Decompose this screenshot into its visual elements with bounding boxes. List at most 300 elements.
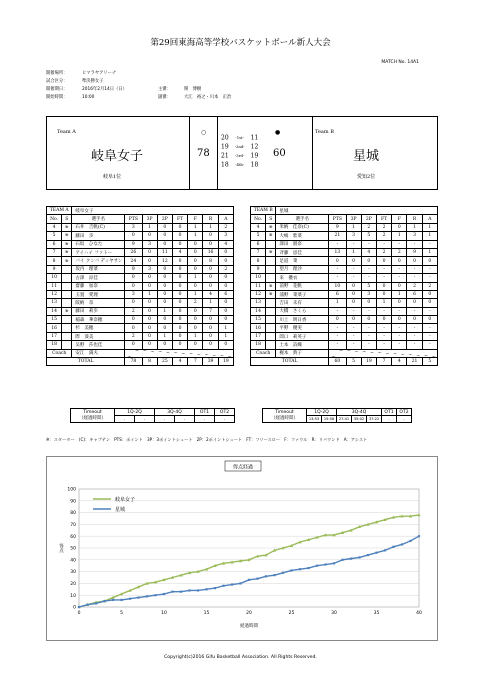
player-cell: 2 [125, 307, 142, 315]
data-point [299, 568, 301, 570]
player-cell: ※ [266, 248, 276, 256]
y-tick-label: 80 [70, 511, 76, 517]
win-mark: ○ [201, 129, 207, 136]
player-cell: - [329, 274, 346, 282]
data-point [324, 563, 326, 565]
team-b-label: Team B [315, 129, 334, 135]
box-team-name: 岐阜女子 [72, 207, 234, 215]
player-cell: 0 [376, 282, 391, 290]
player-cell: - [346, 265, 361, 273]
data-point [197, 589, 199, 591]
player-cell: 坂内 理菜 [72, 265, 125, 273]
player-cell: 7 [203, 307, 218, 315]
player-cell [62, 332, 72, 340]
player-row [251, 307, 438, 315]
player-cell: 0 [329, 316, 346, 324]
player-cell: 0 [218, 307, 233, 315]
copyright: Copyright(c)2016 Gifu Basketball Association. All Rights Reserved. [164, 655, 317, 660]
player-cell: 17 [251, 332, 266, 340]
x-tick-label: 20 [246, 611, 252, 616]
player-cell: 0 [157, 316, 172, 324]
umps-label: 副審： [158, 95, 171, 100]
player-cell: 1 [346, 248, 361, 256]
player-cell: 4 [218, 240, 233, 248]
player-cell: - [407, 265, 422, 273]
player-cell: 1 [188, 274, 203, 282]
box-header: A [218, 215, 233, 223]
player-cell: 11 [47, 282, 62, 290]
player-cell: 0 [203, 316, 218, 324]
total-label: TOTAL [251, 358, 329, 366]
player-cell: 0 [157, 223, 172, 231]
player-cell: 7 [47, 248, 62, 256]
player-row [47, 290, 234, 298]
player-cell: - [346, 324, 361, 332]
player-cell: ※ [62, 257, 72, 265]
player-cell: 0 [346, 316, 361, 324]
player-cell: 0 [407, 257, 422, 265]
player-cell: 0 [346, 290, 361, 298]
player-row [47, 257, 234, 265]
player-cell: 0 [172, 341, 187, 349]
player-row [47, 282, 234, 290]
player-cell: - [407, 324, 422, 332]
y-tick-label: 30 [70, 570, 76, 576]
player-cell: 0 [392, 299, 407, 307]
player-cell: 3 [142, 240, 157, 248]
page-title: 第29回東海高等学校バスケットボール新人大会 [150, 38, 331, 48]
y-tick-label: 10 [70, 593, 76, 599]
player-cell: 10 [47, 274, 62, 282]
player-cell: 1 [142, 223, 157, 231]
player-cell: 6 [47, 240, 62, 248]
data-point [95, 602, 97, 604]
player-cell: 間口 莉英子 [276, 332, 329, 340]
player-cell: 0 [203, 232, 218, 240]
player-cell: 2 [188, 299, 203, 307]
data-point [358, 556, 360, 558]
player-cell: 0 [188, 282, 203, 290]
player-cell: - [361, 265, 376, 273]
player-cell: - [329, 240, 346, 248]
player-cell: ※ [62, 240, 72, 248]
player-row [47, 274, 234, 282]
player-row [251, 223, 438, 231]
data-point [307, 567, 309, 569]
player-cell: - [376, 324, 391, 332]
player-cell: 0 [329, 257, 346, 265]
box-header: R [407, 215, 422, 223]
data-point [248, 579, 250, 581]
x-tick-label: 10 [161, 611, 167, 616]
player-cell: 1 [157, 307, 172, 315]
data-point [222, 585, 224, 587]
player-cell: - [392, 332, 407, 340]
player-cell [62, 324, 72, 332]
date-label: 開催期日： [46, 87, 68, 92]
player-row [47, 240, 234, 248]
player-cell: 0 [142, 274, 157, 282]
player-cell: 26 [125, 248, 142, 256]
player-cell: 4 [251, 223, 266, 231]
box-header: No. [47, 215, 62, 223]
box-header: No. [251, 215, 266, 223]
data-point [231, 583, 233, 585]
player-cell: 0 [392, 257, 407, 265]
player-cell: 16 [47, 324, 62, 332]
player-cell: 7 [251, 248, 266, 256]
player-cell: 0 [218, 316, 233, 324]
player-cell: 1 [407, 223, 422, 231]
player-cell: - [407, 240, 422, 248]
player-row [251, 232, 438, 240]
player-cell: 0 [142, 307, 157, 315]
data-point [384, 549, 386, 551]
player-cell: ※ [62, 248, 72, 256]
player-cell [62, 299, 72, 307]
player-cell: 土本 詩織 [276, 341, 329, 349]
player-cell: - [329, 265, 346, 273]
player-cell: 0 [422, 257, 437, 265]
timeout-value: - [215, 416, 235, 423]
timeout-value: - [382, 416, 397, 423]
player-cell: 1 [422, 248, 437, 256]
player-cell: 6 [407, 290, 422, 298]
player-row [47, 316, 234, 324]
player-cell: 0 [218, 257, 233, 265]
player-cell: 9 [407, 248, 422, 256]
player-cell: - [422, 240, 437, 248]
player-cell: 来 優衣 [276, 274, 329, 282]
player-cell: 0 [188, 240, 203, 248]
player-cell: - [392, 341, 407, 349]
player-cell: 3 [125, 223, 142, 231]
data-point [214, 587, 216, 589]
x-tick-label: 5 [120, 611, 123, 616]
y-axis-label: 得点 [58, 543, 64, 553]
player-row [251, 332, 438, 340]
player-cell: - [361, 307, 376, 315]
time: 10:00 [82, 95, 95, 100]
player-cell: 10 [251, 274, 266, 282]
data-point [163, 593, 165, 595]
player-cell: 9 [251, 265, 266, 273]
data-point [78, 606, 80, 608]
player-cell: - [392, 274, 407, 282]
player-cell: 0 [188, 316, 203, 324]
player-cell: ※ [62, 232, 72, 240]
player-cell: - [422, 265, 437, 273]
player-cell: 10 [329, 282, 346, 290]
team-b-name: 星城 [353, 149, 380, 164]
player-cell: 1 [188, 232, 203, 240]
player-cell: 8 [47, 257, 62, 265]
x-tick-label: 40 [416, 611, 422, 616]
player-cell: 0 [142, 257, 157, 265]
data-point [290, 569, 292, 571]
player-cell: 6 [251, 240, 266, 248]
player-cell: 0 [392, 223, 407, 231]
player-row [251, 299, 438, 307]
box-header: 選手名 [72, 215, 125, 223]
data-point [401, 543, 403, 545]
timeout-value: 35:02 [352, 416, 367, 423]
box-header: FT [376, 215, 391, 223]
player-cell: 0 [172, 257, 187, 265]
player-cell: 24 [125, 257, 142, 265]
player-cell: 0 [218, 248, 233, 256]
player-cell: 9 [47, 265, 62, 273]
timeout-value: 27:41 [337, 416, 352, 423]
player-cell: - [407, 307, 422, 315]
player-cell: 藤田 歩 [72, 232, 125, 240]
timeout-value: 37:22 [367, 416, 382, 423]
player-cell: 玉置 愛理 [72, 290, 125, 298]
player-cell: 0 [125, 232, 142, 240]
timeout-value: - [115, 416, 135, 423]
player-cell [266, 265, 276, 273]
player-cell: 12 [157, 257, 172, 265]
player-cell [266, 324, 276, 332]
timeout-value: - [155, 416, 175, 423]
timeout-value: - [195, 416, 215, 423]
player-cell: 1 [392, 232, 407, 240]
player-cell: - [346, 341, 361, 349]
player-cell: 0 [142, 232, 157, 240]
player-cell: - [376, 341, 391, 349]
player-cell: 1 [376, 299, 391, 307]
player-row [47, 223, 234, 231]
player-cell: 3 [346, 232, 361, 240]
player-cell [62, 265, 72, 273]
player-row [47, 265, 234, 273]
player-cell: ※ [62, 223, 72, 231]
total-cell: 19 [361, 358, 376, 366]
timeout-header: 1Q-2Q [115, 409, 155, 416]
player-cell: 稲森 華奈穂 [72, 316, 125, 324]
player-cell: 澤田 朋奈 [276, 240, 329, 248]
total-cell: 4 [392, 358, 407, 366]
player-cell: 18 [251, 341, 266, 349]
box-header: S [62, 215, 72, 223]
player-cell: 0 [157, 341, 172, 349]
coach-name: 梶本 典子 [276, 349, 329, 357]
player-cell: 2 [392, 248, 407, 256]
box-team-label: TEAM A [47, 207, 72, 215]
player-cell: 0 [142, 324, 157, 332]
player-cell: 0 [422, 299, 437, 307]
scoreboard [46, 116, 438, 190]
team-b-box-score [250, 206, 438, 366]
player-cell: 0 [376, 290, 391, 298]
timeout-value: 15:58 [322, 416, 337, 423]
player-row [251, 282, 438, 290]
player-cell: アイハイ ファトー [72, 248, 125, 256]
player-cell: 4 [203, 290, 218, 298]
player-cell: - [422, 274, 437, 282]
player-cell: 0 [157, 282, 172, 290]
venue-label: 開催場所： [46, 71, 68, 76]
player-cell: 0 [203, 332, 218, 340]
team-b-total: 60 [273, 148, 286, 159]
player-cell: 前野 花帆 [276, 282, 329, 290]
y-tick-label: 60 [70, 534, 76, 540]
player-cell: 1 [218, 324, 233, 332]
player-cell: 1 [329, 299, 346, 307]
player-cell: 0 [142, 299, 157, 307]
player-cell: 0 [188, 265, 203, 273]
officials-info [158, 86, 231, 102]
player-cell: 13 [251, 299, 266, 307]
venue: ヒマラヤアリーナ [82, 71, 117, 76]
player-cell: 大嶋 紫菜 [276, 232, 329, 240]
timeout-header: 3Q-4Q [155, 409, 195, 416]
player-cell: 1 [422, 223, 437, 231]
player-cell: 0 [407, 316, 422, 324]
player-cell: 0 [203, 324, 218, 332]
player-cell: - [422, 341, 437, 349]
box-header: 3P [142, 215, 157, 223]
player-cell: 0 [218, 341, 233, 349]
player-cell: 13 [329, 248, 346, 256]
player-cell: 0 [188, 248, 203, 256]
timeout-header: OT1 [195, 409, 215, 416]
player-cell: 0 [422, 290, 437, 298]
player-cell: 1 [188, 290, 203, 298]
player-cell: 0 [188, 341, 203, 349]
box-header: R [203, 215, 218, 223]
player-cell: 足道 菜 [276, 257, 329, 265]
player-cell: 0 [157, 290, 172, 298]
data-point [86, 604, 88, 606]
player-cell: 斉藤 思佳 [276, 248, 329, 256]
player-cell: 藤田 莉歩 [72, 307, 125, 315]
data-point [146, 595, 148, 597]
player-cell: 0 [188, 257, 203, 265]
player-cell: 5 [361, 282, 376, 290]
player-cell: 0 [361, 299, 376, 307]
box-header: F [188, 215, 203, 223]
player-row [251, 290, 438, 298]
y-tick-label: 0 [73, 605, 76, 611]
player-cell: 杉 美穂 [72, 324, 125, 332]
player-cell: 14 [251, 307, 266, 315]
player-row [251, 274, 438, 282]
total-cell: 5 [346, 358, 361, 366]
y-tick-label: 70 [70, 523, 76, 528]
player-cell: - [422, 324, 437, 332]
player-cell: 2 [407, 282, 422, 290]
player-cell: 0 [346, 257, 361, 265]
player-cell: - [407, 274, 422, 282]
player-cell: 0 [172, 316, 187, 324]
player-cell: - [329, 332, 346, 340]
player-cell: 13 [47, 299, 62, 307]
event: 準決勝女子 [82, 79, 104, 84]
team-a-total: 78 [197, 148, 210, 159]
player-cell: - [329, 324, 346, 332]
player-cell: 米納 佳奈(C) [276, 223, 329, 231]
player-cell: 0 [376, 257, 391, 265]
coach-label: Coach [47, 349, 72, 357]
x-axis-label: 経過時間 [240, 624, 258, 629]
player-cell: 9 [329, 223, 346, 231]
player-row [47, 232, 234, 240]
timeout-value: - [175, 416, 195, 423]
team-a-timeouts [70, 408, 235, 423]
player-cell: 0 [172, 282, 187, 290]
total-cell: 7 [188, 358, 203, 366]
timeout-sub-label: （経過時間） [79, 415, 106, 421]
player-cell: - [329, 341, 346, 349]
data-point [137, 596, 139, 598]
player-cell [266, 240, 276, 248]
player-cell: 0 [188, 307, 203, 315]
total-cell: 21 [407, 358, 422, 366]
player-cell: 2 [422, 282, 437, 290]
player-cell: - [376, 332, 391, 340]
player-cell: 0 [376, 316, 391, 324]
coach-name: 安江 満夫 [72, 349, 125, 357]
player-cell: 0 [142, 332, 157, 340]
player-cell: 0 [346, 299, 361, 307]
team-a-box-score [46, 206, 234, 366]
data-point [418, 535, 420, 537]
player-cell: 17 [47, 332, 62, 340]
player-cell: 0 [142, 316, 157, 324]
player-cell: 11 [157, 248, 172, 256]
player-cell: 0 [361, 316, 376, 324]
player-cell: 2 [376, 248, 391, 256]
player-cell: 0 [218, 274, 233, 282]
player-row [47, 299, 234, 307]
player-row [251, 265, 438, 273]
match-number: MATCH No. 14A1 [381, 60, 419, 65]
player-cell: 16 [203, 248, 218, 256]
timeout-value: - [397, 416, 412, 423]
player-cell: 平野 優実 [276, 324, 329, 332]
player-cell [62, 282, 72, 290]
player-row [47, 332, 234, 340]
player-cell: - [361, 341, 376, 349]
player-cell: 吉田 未有 [276, 299, 329, 307]
box-team-label: TEAM B [251, 207, 276, 215]
coach-label: Coach [251, 349, 276, 357]
player-cell: 0 [157, 232, 172, 240]
chart-title: 得点経過 [232, 464, 254, 471]
player-cell: 0 [392, 282, 407, 290]
player-cell: 0 [172, 299, 187, 307]
player-cell: 0 [172, 265, 187, 273]
data-point [341, 559, 343, 561]
box-header: 2P [157, 215, 172, 223]
player-cell: 0 [203, 265, 218, 273]
player-cell: 2 [361, 223, 376, 231]
game-info [46, 70, 127, 102]
timeout-header: 1Q-2Q [307, 409, 337, 416]
player-cell: - [346, 274, 361, 282]
timeout-header: OT1 [382, 409, 397, 416]
player-row [47, 341, 234, 349]
total-cell: 78 [125, 358, 142, 366]
player-cell: - [422, 307, 437, 315]
player-cell: 0 [172, 240, 187, 248]
player-cell: - [392, 307, 407, 315]
player-cell: 齋藤 加奈 [72, 282, 125, 290]
data-point [120, 599, 122, 601]
player-cell: - [422, 332, 437, 340]
data-point [333, 562, 335, 564]
